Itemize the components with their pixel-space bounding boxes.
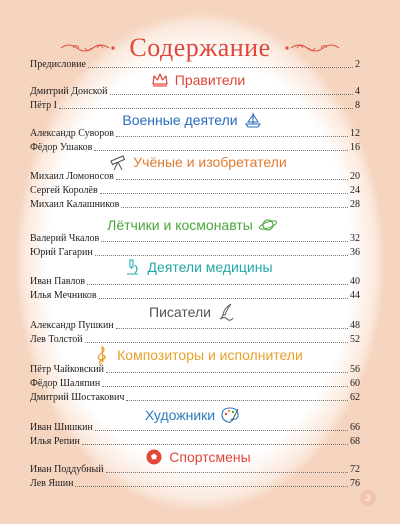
dot-leader — [85, 341, 348, 343]
dot-leader — [110, 93, 353, 95]
dot-leader — [95, 429, 348, 431]
entry-page: 40 — [350, 276, 360, 287]
section-title: Лётчики и космонавты — [107, 217, 253, 233]
telescope-icon — [108, 152, 128, 172]
entry-page: 36 — [350, 247, 360, 258]
entry-page: 16 — [350, 142, 360, 153]
dot-leader — [100, 192, 348, 194]
entry-name: Фёдор Шаляпин — [30, 378, 101, 389]
entry-page: 32 — [350, 233, 360, 244]
section-title: Деятели медицины — [147, 259, 273, 275]
entry-page: 8 — [355, 100, 360, 111]
dot-leader — [116, 327, 348, 329]
entry-name: Дмитрий Шостакович — [30, 392, 125, 403]
section-title: Правители — [174, 72, 246, 88]
toc-entry[interactable] — [30, 463, 360, 475]
entry-page: 44 — [350, 290, 360, 301]
entry-name: Илья Репин — [30, 436, 80, 447]
entry-page: 68 — [350, 436, 360, 447]
dot-leader — [87, 283, 348, 285]
entry-name: Пётр Чайковский — [30, 364, 104, 375]
section-title: Спортсмены — [169, 449, 251, 465]
entry-page: 48 — [350, 320, 360, 331]
entry-page: 52 — [350, 334, 360, 345]
entry-page: 2 — [355, 59, 360, 70]
toc-entry[interactable] — [30, 319, 360, 331]
entry-name: Михаил Калашников — [30, 199, 120, 210]
toc-entry[interactable] — [30, 289, 360, 301]
toc-entry[interactable] — [30, 477, 360, 489]
microscope-icon — [122, 257, 142, 277]
dot-leader — [82, 443, 348, 445]
entry-page: 66 — [350, 422, 360, 433]
dot-leader — [116, 178, 348, 180]
section-title: Композиторы и исполнители — [117, 347, 303, 363]
dot-leader — [106, 371, 348, 373]
section-title: Художники — [144, 407, 216, 423]
dot-leader — [116, 135, 348, 137]
entry-page: 20 — [350, 171, 360, 182]
dot-leader — [106, 471, 348, 473]
page-title: Содержание — [129, 33, 271, 62]
entry-page: 60 — [350, 378, 360, 389]
toc-entry[interactable] — [30, 127, 360, 139]
entry-name: Александр Пушкин — [30, 320, 114, 331]
dot-leader — [88, 66, 353, 68]
entry-name: Иван Павлов — [30, 276, 86, 287]
entry-name: Александр Суворов — [30, 128, 114, 139]
treble-clef-icon — [92, 345, 112, 365]
toc-entry[interactable] — [30, 377, 360, 389]
left-ornament-icon — [59, 40, 117, 56]
entry-page: 62 — [350, 392, 360, 403]
entry-name: Валерий Чкалов — [30, 233, 100, 244]
dot-leader — [121, 206, 348, 208]
toc-entry[interactable] — [30, 170, 360, 182]
entry-name: Михаил Ломоносов — [30, 171, 114, 182]
dot-leader — [126, 399, 348, 401]
entry-page: 4 — [355, 86, 360, 97]
entry-page: 72 — [350, 464, 360, 475]
toc-entry[interactable] — [30, 232, 360, 244]
toc-entry[interactable] — [30, 421, 360, 433]
toc-entry[interactable] — [30, 198, 360, 210]
dot-leader — [101, 240, 348, 242]
section-title: Писатели — [149, 304, 211, 320]
entry-name: Предисловие — [30, 59, 86, 70]
toc-entry[interactable] — [30, 275, 360, 287]
entry-page: 28 — [350, 199, 360, 210]
section-title: Учёные и изобретатели — [133, 154, 287, 170]
dot-leader — [99, 297, 348, 299]
entry-page: 56 — [350, 364, 360, 375]
section-title: Военные деятели — [122, 112, 238, 128]
entry-name: Лев Яшин — [30, 478, 74, 489]
dot-leader — [102, 385, 348, 387]
entry-name: Сергей Королёв — [30, 185, 98, 196]
page-number-badge: 3 — [360, 490, 376, 506]
entry-name: Лев Толстой — [30, 334, 83, 345]
entry-name: Фёдор Ушаков — [30, 142, 93, 153]
toc-entry[interactable] — [30, 363, 360, 375]
toc-entry[interactable] — [30, 391, 360, 403]
toc-entry[interactable] — [30, 85, 360, 97]
entry-page: 24 — [350, 185, 360, 196]
entry-name: Дмитрий Донской — [30, 86, 108, 97]
entry-name: Иван Шишкин — [30, 422, 93, 433]
right-ornament-icon — [283, 40, 341, 56]
toc-entry[interactable] — [30, 184, 360, 196]
dot-leader — [75, 485, 348, 487]
entry-page: 12 — [350, 128, 360, 139]
entry-name: Пётр I — [30, 100, 57, 111]
entry-name: Иван Поддубный — [30, 464, 104, 475]
entry-name: Илья Мечников — [30, 290, 97, 301]
entry-name: Юрий Гагарин — [30, 247, 93, 258]
entry-page: 76 — [350, 478, 360, 489]
